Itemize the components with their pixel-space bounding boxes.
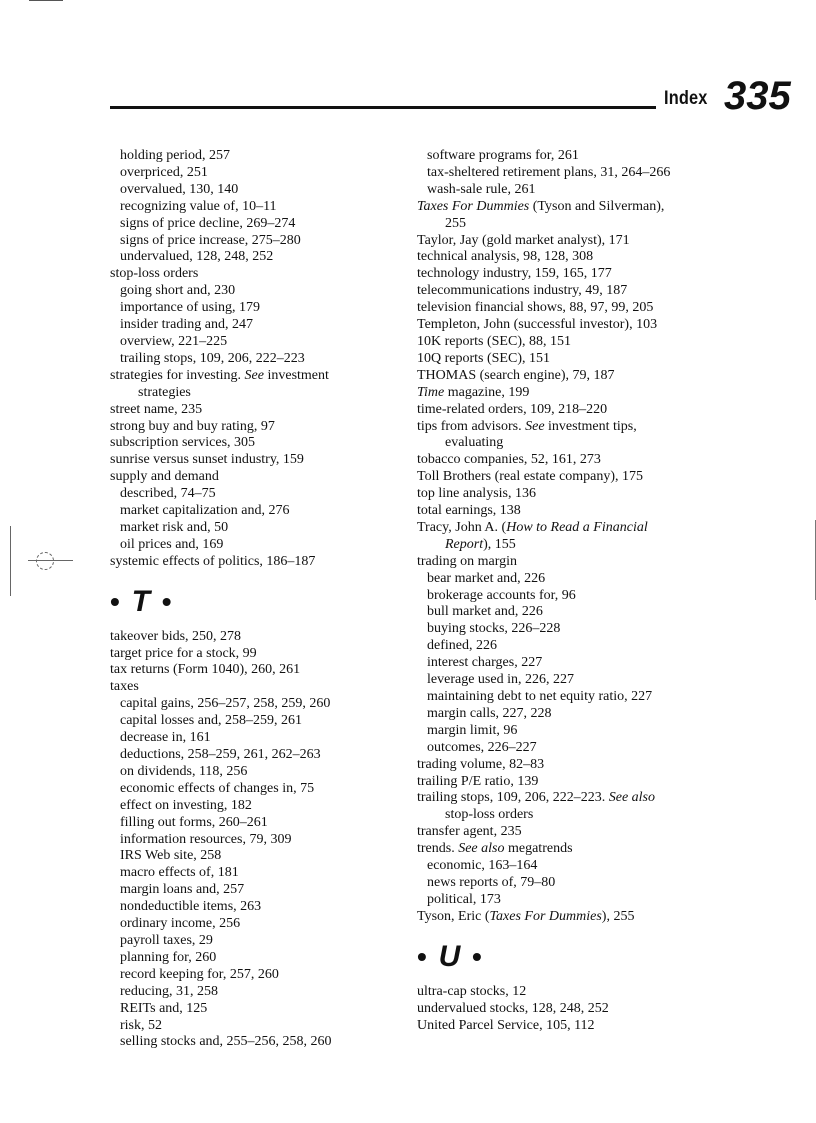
entry-text: capital losses and, 258–259, 261 <box>120 713 302 729</box>
entry-text: bull market and, 226 <box>427 604 543 620</box>
index-subentry <box>417 621 737 638</box>
entry-text: megatrends <box>504 841 573 857</box>
entry-text: strategies for investing. <box>110 367 245 383</box>
bullet: • <box>151 585 174 617</box>
index-subentry <box>110 865 410 882</box>
index-entry <box>110 554 410 571</box>
entry-text: brokerage accounts for, 96 <box>427 587 576 603</box>
entry-text: total earnings, 138 <box>417 503 521 519</box>
entry-text: strategies <box>138 384 191 400</box>
index-entry <box>417 266 737 283</box>
entry-text: top line analysis, 136 <box>417 486 536 502</box>
entry-text: REITs and, 125 <box>120 1000 208 1016</box>
entry-text: undervalued, 128, 248, 252 <box>120 249 274 265</box>
entry-text: margin calls, 227, 228 <box>427 705 552 721</box>
index-entry-continuation <box>110 385 410 402</box>
index-entry <box>110 629 410 646</box>
entry-text: oil prices and, 169 <box>120 536 224 552</box>
entry-text: buying stocks, 226–228 <box>427 621 561 637</box>
index-subentry <box>110 249 410 266</box>
letter-heading-u <box>417 940 737 974</box>
entry-text: trailing stops, 109, 206, 222–223. <box>417 790 609 806</box>
page-number: 335 <box>724 74 791 118</box>
entry-text: subscription services, 305 <box>110 435 256 451</box>
index-subentry <box>110 713 410 730</box>
entry-text: decrease in, 161 <box>120 730 211 746</box>
index-subentry <box>110 815 410 832</box>
index-subentry <box>417 740 737 757</box>
entry-text: on dividends, 118, 256 <box>120 763 248 779</box>
index-subentry <box>417 638 737 655</box>
index-subentry <box>417 875 737 892</box>
entry-text: ultra-cap stocks, 12 <box>417 983 527 999</box>
index-entry <box>417 402 737 419</box>
bullet: • <box>110 585 132 617</box>
entry-text: strong buy and buy rating, 97 <box>110 418 275 434</box>
index-entry-continuation <box>417 537 737 554</box>
entry-text: tips from advisors. <box>417 418 526 434</box>
index-subentry <box>110 182 410 199</box>
index-entry <box>110 368 410 385</box>
entry-text: information resources, 79, 309 <box>120 831 292 847</box>
entry-text: capital gains, 256–257, 258, 259, 260 <box>120 696 331 712</box>
index-subentry <box>110 334 410 351</box>
entry-text: stop-loss orders <box>445 807 534 823</box>
index-subentry <box>110 798 410 815</box>
index-subentry <box>417 689 737 706</box>
index-entry <box>417 368 737 385</box>
index-subentry <box>110 730 410 747</box>
index-subentry <box>417 571 737 588</box>
entry-text: tax returns (Form 1040), 260, 261 <box>110 662 301 678</box>
index-entry <box>417 317 737 334</box>
entry-text: selling stocks and, 255–256, 258, 260 <box>120 1034 332 1050</box>
index-entry <box>417 452 737 469</box>
italic-text: See also <box>458 841 505 857</box>
entry-text: 10Q reports (SEC), 151 <box>417 350 550 366</box>
entry-text: magazine, 199 <box>444 384 530 400</box>
index-entry <box>417 790 737 807</box>
running-head: Index <box>664 88 708 109</box>
index-entry <box>417 249 737 266</box>
index-entry <box>110 469 410 486</box>
entry-text: reducing, 31, 258 <box>120 983 218 999</box>
index-subentry <box>110 486 410 503</box>
index-entry <box>417 334 737 351</box>
index-entry <box>417 841 737 858</box>
entry-text: effect on investing, 182 <box>120 797 252 813</box>
heading-letter: T <box>131 584 152 618</box>
entry-text: investment tips, <box>544 418 637 434</box>
entry-text: undervalued stocks, 128, 248, 252 <box>417 1000 609 1016</box>
index-entry <box>417 1018 737 1035</box>
italic-text: Report <box>445 536 484 552</box>
entry-text: IRS Web site, 258 <box>120 848 222 864</box>
index-subentry <box>417 858 737 875</box>
index-subentry <box>110 165 410 182</box>
index-subentry <box>110 832 410 849</box>
entry-text: nondeductible items, 263 <box>120 899 262 915</box>
entry-text: street name, 235 <box>110 401 203 417</box>
entry-text: investment <box>263 367 329 383</box>
index-subentry <box>110 351 410 368</box>
entry-text: maintaining debt to net equity ratio, 227 <box>427 689 653 704</box>
italic-text: Taxes For Dummies <box>489 908 602 924</box>
index-subentry <box>110 967 410 984</box>
index-subentry <box>110 984 410 1001</box>
italic-text: See also <box>608 790 655 806</box>
index-subentry <box>110 848 410 865</box>
entry-text: ), 155 <box>483 536 516 552</box>
entry-text: trading volume, 82–83 <box>417 756 545 772</box>
index-entry <box>417 554 737 571</box>
index-subentry <box>417 182 737 199</box>
index-subentry <box>110 696 410 713</box>
index-subentry <box>417 892 737 909</box>
entry-text: described, 74–75 <box>120 486 216 502</box>
entry-text: holding period, 257 <box>120 148 231 163</box>
italic-text: How to Read a Financial <box>506 519 648 535</box>
index-subentry <box>110 1018 410 1035</box>
index-entry-continuation <box>417 216 737 233</box>
index-subentry <box>417 723 737 740</box>
entry-text: margin limit, 96 <box>427 722 518 738</box>
entry-text: economic effects of changes in, 75 <box>120 780 315 796</box>
index-entry <box>417 1001 737 1018</box>
entry-text: macro effects of, 181 <box>120 865 239 881</box>
entry-text: trailing P/E ratio, 139 <box>417 773 539 789</box>
entry-text: planning for, 260 <box>120 949 217 965</box>
entry-text: risk, 52 <box>120 1017 162 1033</box>
index-column-right <box>417 148 737 1034</box>
index-entry <box>110 266 410 283</box>
entry-text: THOMAS (search engine), 79, 187 <box>417 367 615 383</box>
entry-text: ordinary income, 256 <box>120 916 241 932</box>
entry-text: payroll taxes, 29 <box>120 932 213 948</box>
entry-text: supply and demand <box>110 469 219 485</box>
index-entry <box>110 662 410 679</box>
index-subentry <box>417 655 737 672</box>
index-subentry <box>417 588 737 605</box>
entry-text: tobacco companies, 52, 161, 273 <box>417 452 601 468</box>
entry-text: news reports of, 79–80 <box>427 874 556 890</box>
entry-text: Tyson, Eric ( <box>417 908 490 924</box>
entry-text: overview, 221–225 <box>120 333 228 349</box>
entry-text: telecommunications industry, 49, 187 <box>417 283 628 299</box>
index-subentry <box>417 604 737 621</box>
entry-text: market capitalization and, 276 <box>120 503 290 519</box>
entry-text: wash-sale rule, 261 <box>427 181 536 197</box>
italic-text: See <box>244 367 264 383</box>
index-entry-continuation <box>417 807 737 824</box>
index-subentry <box>110 882 410 899</box>
entry-text: tax-sheltered retirement plans, 31, 264–266 <box>427 164 671 180</box>
entry-text: defined, 226 <box>427 638 497 654</box>
index-entry <box>417 984 737 1001</box>
index-entry <box>110 452 410 469</box>
index-entry <box>417 419 737 436</box>
index-subentry <box>110 503 410 520</box>
index-subentry <box>110 916 410 933</box>
entry-text: overpriced, 251 <box>120 164 208 180</box>
index-entry <box>417 486 737 503</box>
crop-line-top <box>29 0 63 1</box>
italic-text: Taxes For Dummies <box>417 198 530 214</box>
index-entry <box>417 283 737 300</box>
entry-text: Tracy, John A. ( <box>417 519 507 535</box>
entry-text: deductions, 258–259, 261, 262–263 <box>120 747 321 762</box>
index-subentry <box>110 781 410 798</box>
index-entry <box>417 909 737 926</box>
entry-text: transfer agent, 235 <box>417 824 522 840</box>
entry-text: technology industry, 159, 165, 177 <box>417 266 612 282</box>
entry-text: recognizing value of, 10–11 <box>120 198 277 214</box>
index-entry <box>417 774 737 791</box>
index-subentry <box>110 283 410 300</box>
entry-text: economic, 163–164 <box>427 858 538 874</box>
entry-text: going short and, 230 <box>120 283 236 299</box>
entry-text: (Tyson and Silverman), <box>529 198 665 214</box>
letter-heading-t <box>110 585 410 619</box>
index-entry <box>417 824 737 841</box>
index-entry <box>110 419 410 436</box>
entry-text: interest charges, 227 <box>427 655 543 671</box>
index-subentry <box>417 165 737 182</box>
entry-text: target price for a stock, 99 <box>110 645 257 661</box>
entry-text: importance of using, 179 <box>120 300 260 316</box>
index-subentry <box>110 1001 410 1018</box>
entry-text: signs of price decline, 269–274 <box>120 215 296 231</box>
index-entry <box>110 679 410 696</box>
entry-text: record keeping for, 257, 260 <box>120 966 279 982</box>
entry-text: leverage used in, 226, 227 <box>427 672 574 688</box>
entry-text: filling out forms, 260–261 <box>120 814 268 830</box>
index-entry <box>417 469 737 486</box>
index-subentry <box>417 148 737 165</box>
index-entry <box>417 351 737 368</box>
header-rule <box>110 106 656 109</box>
index-column-left <box>110 148 410 1051</box>
index-subentry <box>110 300 410 317</box>
bullet: • <box>417 940 439 972</box>
index-subentry <box>110 1034 410 1051</box>
index-entry <box>110 646 410 663</box>
index-subentry <box>110 216 410 233</box>
index-entry <box>417 385 737 402</box>
index-subentry <box>110 899 410 916</box>
entry-text: Toll Brothers (real estate company), 175 <box>417 469 644 485</box>
heading-letter: U <box>438 939 463 973</box>
index-subentry <box>110 199 410 216</box>
index-entry <box>417 757 737 774</box>
entry-text: trends. <box>417 841 459 857</box>
entry-text: software programs for, 261 <box>427 148 579 163</box>
index-subentry <box>110 764 410 781</box>
index-entry <box>110 435 410 452</box>
entry-text: time-related orders, 109, 218–220 <box>417 401 608 417</box>
index-subentry <box>110 520 410 537</box>
index-subentry <box>110 933 410 950</box>
entry-text: stop-loss orders <box>110 266 199 282</box>
index-subentry <box>110 233 410 250</box>
index-subentry <box>110 148 410 165</box>
entry-text: 10K reports (SEC), 88, 151 <box>417 333 571 349</box>
entry-text: signs of price increase, 275–280 <box>120 232 301 248</box>
bullet: • <box>462 940 484 972</box>
entry-text: insider trading and, 247 <box>120 317 253 333</box>
entry-text: overvalued, 130, 140 <box>120 181 239 197</box>
index-entry <box>417 233 737 250</box>
entry-text: television financial shows, 88, 97, 99, 205 <box>417 300 654 316</box>
index-entry-continuation <box>417 435 737 452</box>
index-entry <box>110 402 410 419</box>
index-subentry <box>110 950 410 967</box>
index-entry <box>417 199 737 216</box>
italic-text: See <box>525 418 545 434</box>
index-entry <box>417 503 737 520</box>
entry-text: political, 173 <box>427 891 501 907</box>
entry-text: United Parcel Service, 105, 112 <box>417 1017 595 1033</box>
italic-text: Time <box>417 384 445 400</box>
index-subentry <box>110 317 410 334</box>
entry-text: ), 255 <box>601 908 635 924</box>
entry-text: evaluating <box>445 435 504 451</box>
entry-text: trailing stops, 109, 206, 222–223 <box>120 350 305 366</box>
entry-text: 255 <box>445 215 466 231</box>
entry-text: outcomes, 226–227 <box>427 739 537 755</box>
index-subentry <box>417 706 737 723</box>
index-entry <box>417 300 737 317</box>
entry-text: systemic effects of politics, 186–187 <box>110 553 316 569</box>
entry-text: margin loans and, 257 <box>120 882 245 898</box>
entry-text: technical analysis, 98, 128, 308 <box>417 249 594 265</box>
entry-text: trading on margin <box>417 553 518 569</box>
entry-text: market risk and, 50 <box>120 519 229 535</box>
entry-text: Taylor, Jay (gold market analyst), 171 <box>417 232 630 248</box>
entry-text: Templeton, John (successful investor), 103 <box>417 317 658 333</box>
index-subentry <box>417 672 737 689</box>
index-entry <box>417 520 737 537</box>
index-subentry <box>110 747 410 764</box>
entry-text: sunrise versus sunset industry, 159 <box>110 452 304 468</box>
registration-mark <box>10 540 60 580</box>
entry-text: bear market and, 226 <box>427 570 546 586</box>
index-subentry <box>110 537 410 554</box>
entry-text: takeover bids, 250, 278 <box>110 628 242 644</box>
entry-text: taxes <box>110 679 139 695</box>
